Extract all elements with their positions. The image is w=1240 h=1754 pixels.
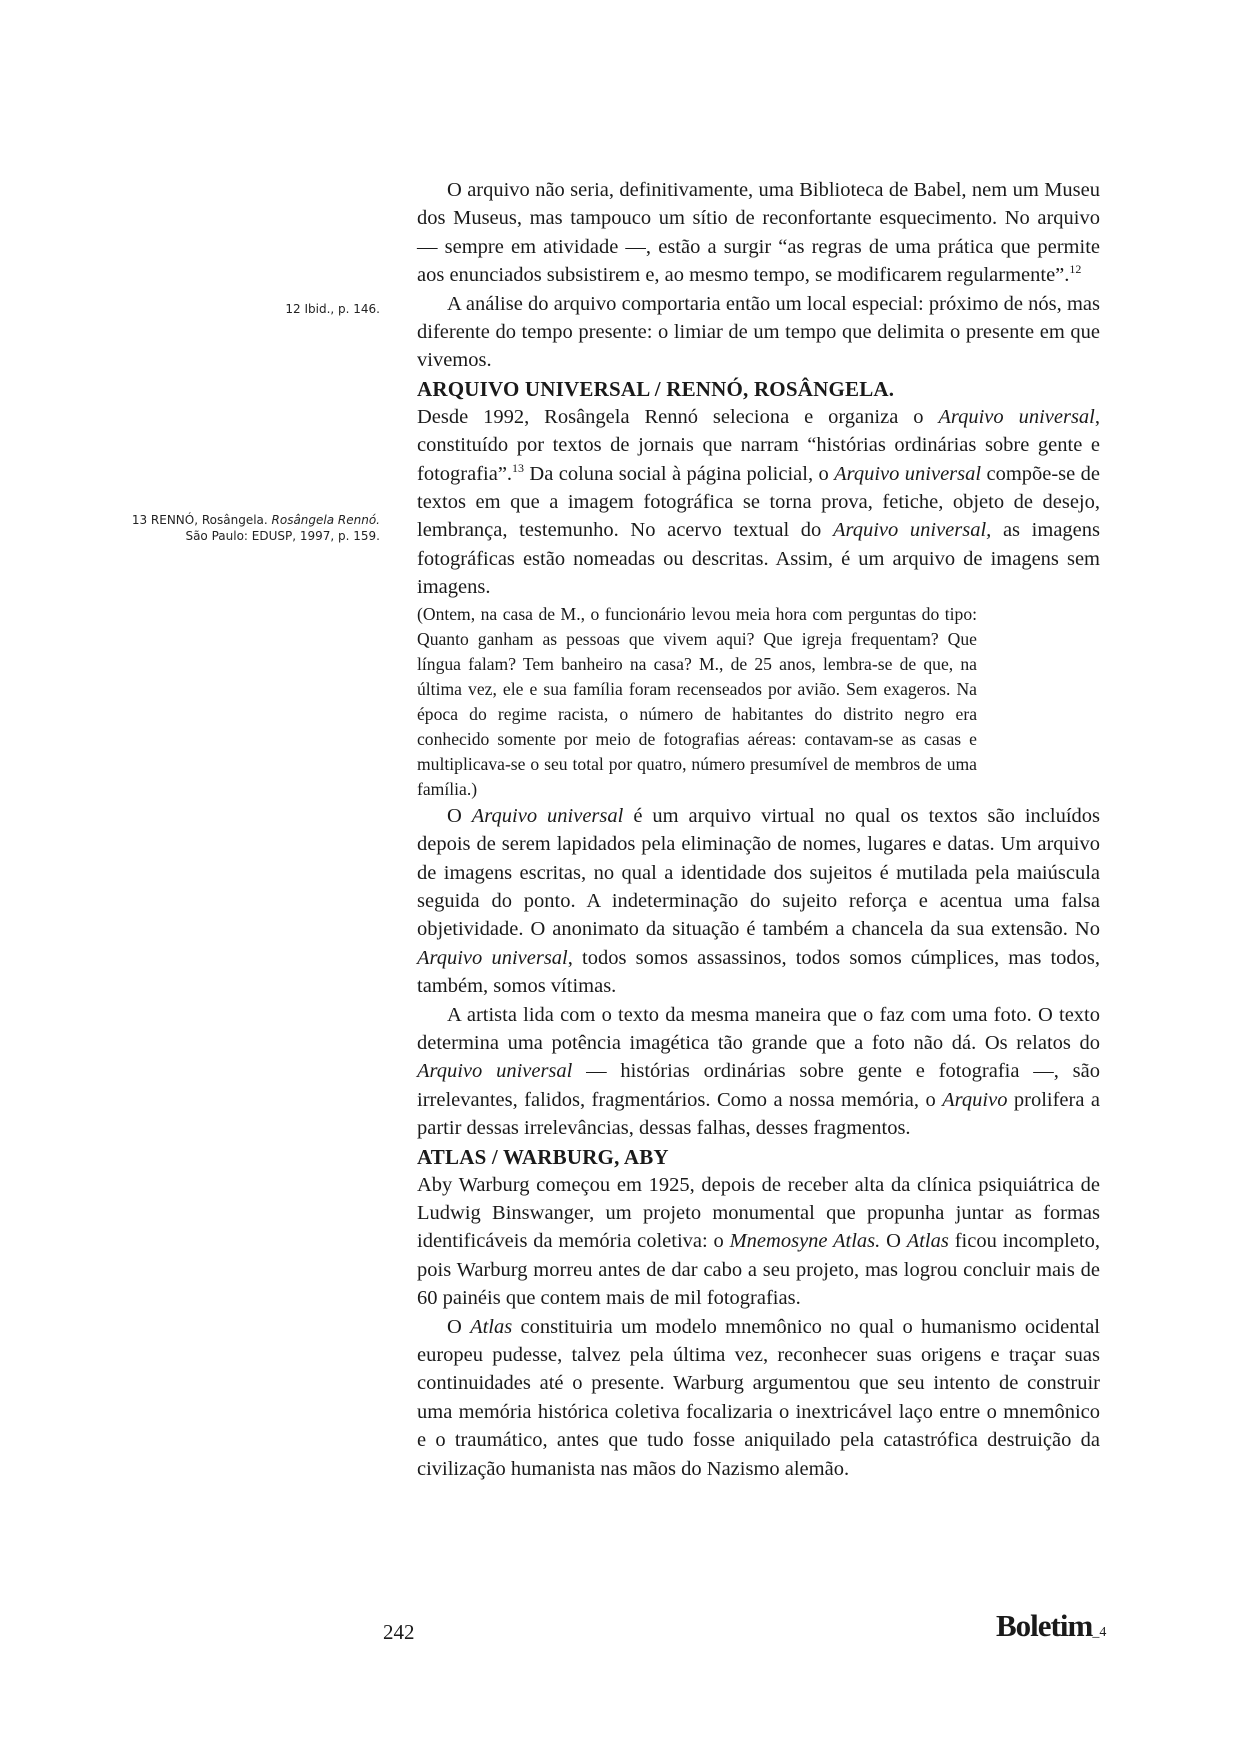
footnote-13-author: 13 RENNÓ, Rosângela. (131, 513, 272, 527)
footnote-13 (110, 513, 380, 544)
paragraph-7: O Atlas constituiria um modelo mnemônico no qual o humanismo ocidental europeu pudesse, talvez pela última vez, reconhecer suas origens e traçar suas continuidades até o presente. Warburg argumentou que seu intento de construir uma memória histórica coletiva focalizaria o inextricável laço entre o mnemônico e o traumático, antes que tudo fosse aniquilado pela catastrófica destruição da civilização humanista nas mãos do Nazismo alemão. (417, 1315, 1100, 1480)
section-heading-arquivo-universal: ARQUIVO UNIVERSAL / RENNÓ, ROSÂNGELA. (417, 376, 895, 401)
paragraph-3: Desde 1992, Rosângela Rennó seleciona e organiza o Arquivo universal, constituído por textos de jornais que narram “histórias ordinárias sobre gente e fotografia”.$^{13}$ Da coluna social à página policial, o Arquivo universal compõe-se de textos em que a imagem fotográfica se torna prova, fetiche, objeto de desejo, lembrança, testemunho. No acervo textual do Arquivo universal, as imagens fotográficas estão nomeadas ou descritas. Assim, é um arquivo de imagens sem imagens. (417, 405, 1100, 599)
issue-number: _4 (1092, 1625, 1107, 1640)
footnote-ref-13: 13 (512, 460, 525, 475)
section-heading-atlas: ATLAS / WARBURG, ABY (417, 1144, 669, 1169)
publication-logo (996, 1608, 1106, 1644)
footnote-ref-12: 12 (1069, 262, 1082, 277)
footnote-12-text: 12 Ibid., p. 146. (285, 302, 380, 316)
paragraph-5: A artista lida com o texto da mesma maneira que o faz com uma foto. O texto determina uma potência imagética tão grande que a foto não dá. Os relatos do Arquivo universal — histórias ordinárias sobre gente e fotografia —, são irrelevantes, falidos, fragmentários. Como a nossa memória, o Arquivo prolifera a partir dessas irrelevâncias, dessas falhas, desses fragmentos. (417, 1003, 1100, 1140)
brand-name: Boletim (996, 1608, 1093, 1643)
paragraph-6: Aby Warburg começou em 1925, depois de receber alta da clínica psiquiátrica de Ludwig Binswanger, um projeto monumental que propunha juntar as formas identificáveis da memória coletiva: o Mnemosyne Atlas. O Atlas ficou incompleto, pois Warburg morreu antes de dar cabo a seu projeto, mas logrou concluir mais de 60 painéis que contem mais de mil fotografias. (417, 1173, 1101, 1310)
paragraph-1: O arquivo não seria, definitivamente, uma Biblioteca de Babel, nem um Museu dos Museus, mas tampouco um sítio de reconfortante esquecimento. No arquivo — sempre em atividade —, estão a surgir “as regras de uma prática que permite aos enunciados subsistirem e, ao mesmo tempo, se modificarem regularmente”.$^{12}$ (417, 179, 1100, 287)
footnote-13-publisher: São Paulo: EDUSP, 1997, p. 159. (185, 528, 380, 543)
paragraph-2: A análise do arquivo comportaria então um local especial: próximo de nós, mas diferente do tempo presente: o limiar de um tempo que delimita o presente em que vivemos. (417, 292, 1100, 372)
paragraph-4: O Arquivo universal é um arquivo virtual no qual os textos são incluídos depois de serem lapidados pela eliminação de nomes, lugares e datas. Um arquivo de imagens escritas, no qual a identidade dos sujeitos é mutilada pela maiúscula seguida do ponto. A indeterminação do sujeito reforça e acentua uma falsa objetividade. O anonimato da situação é também a chancela da sua extensão. No Arquivo universal, todos somos assassinos, todos somos cúmplices, mas todos, também, somos vítimas. (417, 804, 1101, 998)
block-quote: (Ontem, na casa de M., o funcionário levou meia hora com perguntas do tipo: Quanto ganham as pessoas que vivem aqui? Que igreja frequentam? Que língua falam? Tem banheiro na casa? M., de 25 anos, lembra-se de que, na última vez, ele e sua família foram recenseados por avião. Sem exageros. Na época do regime racista, o número de habitantes do distrito negro era conhecido somente por meio de fotografias aéreas: contavam-se as casas e multiplicava-se o seu total por quatro, número presumível de membros de uma família.) (417, 603, 977, 799)
body-text (417, 176, 1100, 1483)
footnote-12 (110, 302, 380, 318)
page-number: 242 (383, 1620, 415, 1644)
footnote-13-title: Rosângela Rennó. (271, 513, 380, 527)
